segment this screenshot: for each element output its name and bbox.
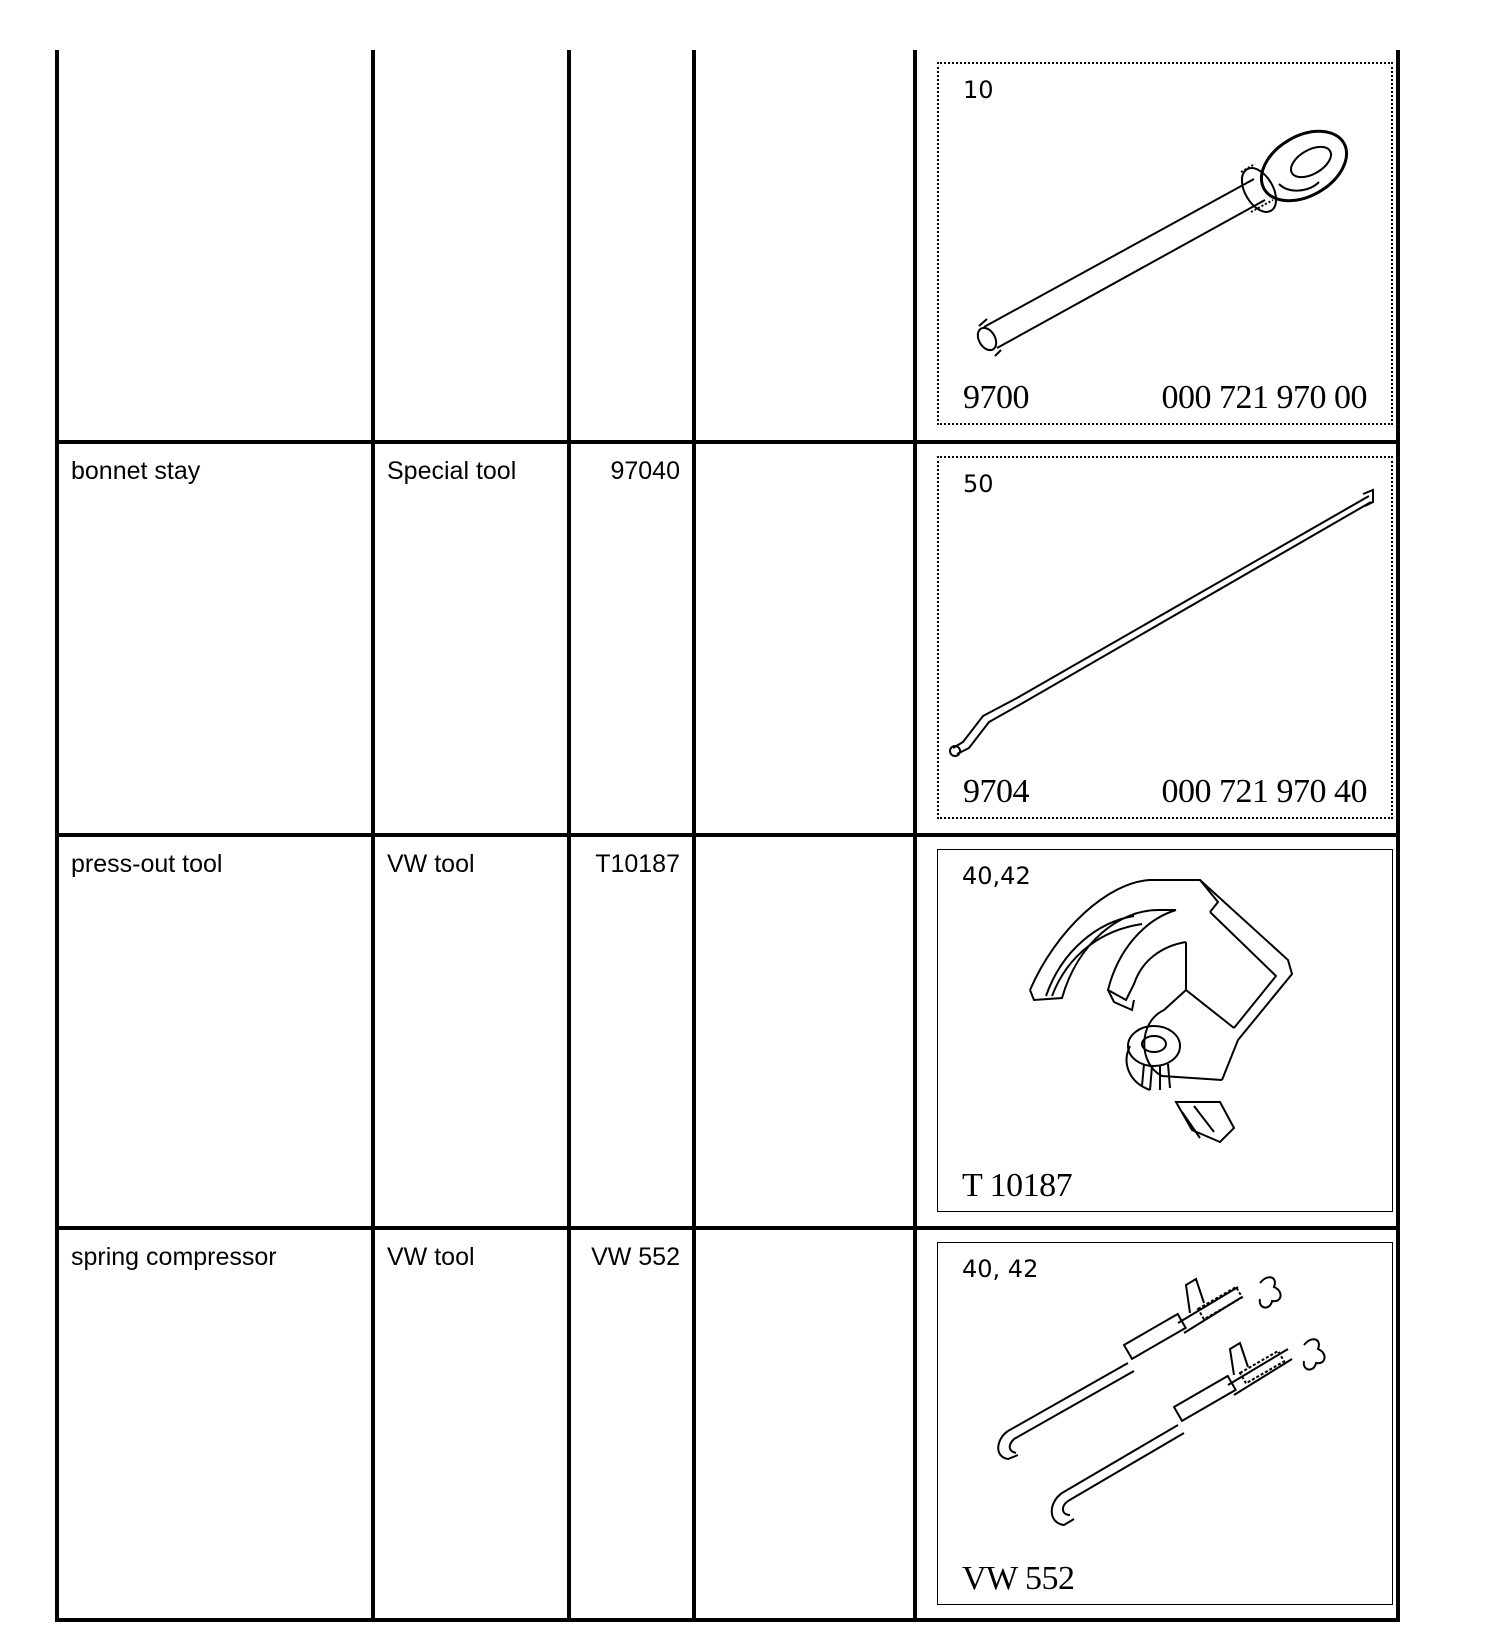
notes-cell — [694, 1228, 915, 1620]
tool-number: VW 552 — [591, 1243, 680, 1271]
tool-order-number: 000 721 970 40 — [1161, 773, 1367, 810]
tool-order-number: 000 721 970 00 — [1161, 379, 1367, 416]
table-row — [57, 1228, 1398, 1620]
tool-illustration — [937, 1242, 1393, 1605]
tool-illustration — [937, 456, 1393, 819]
tool-notes — [696, 50, 913, 62]
page-reference: 50 — [963, 470, 994, 498]
tool-part-number: 9704 — [963, 773, 1029, 810]
notes-cell — [694, 50, 915, 442]
tool-illustration — [937, 849, 1393, 1212]
description-cell — [57, 442, 373, 835]
tool-type: VW tool — [387, 1243, 475, 1271]
number-cell — [569, 1228, 694, 1620]
tool-type — [375, 50, 567, 62]
illustration-cell — [915, 442, 1398, 835]
type-cell — [373, 442, 569, 835]
tool-number — [571, 50, 692, 62]
number-cell — [569, 50, 694, 442]
table-row — [57, 442, 1398, 835]
tool-illustration — [937, 62, 1393, 425]
special-tools-table — [55, 50, 1400, 1622]
tool-number: T10187 — [595, 850, 680, 878]
page-reference: 40,42 — [962, 862, 1031, 890]
illustration-cell — [915, 1228, 1398, 1620]
tool-description: bonnet stay — [71, 457, 201, 485]
tool-part-number: VW 552 — [962, 1560, 1075, 1597]
spring-compressor-icon — [938, 1243, 1394, 1606]
tool-part-number: 9700 — [963, 379, 1029, 416]
table-row — [57, 50, 1398, 442]
tool-description: spring compressor — [71, 1243, 277, 1271]
tool-part-number: T 10187 — [962, 1167, 1073, 1204]
eye-bolt-icon — [939, 64, 1395, 427]
tool-description: press-out tool — [71, 850, 223, 878]
description-cell — [57, 835, 373, 1228]
description-cell — [57, 1228, 373, 1620]
description-cell — [57, 50, 373, 442]
number-cell — [569, 835, 694, 1228]
tool-description — [59, 50, 371, 62]
notes-cell — [694, 835, 915, 1228]
tool-type: VW tool — [387, 850, 475, 878]
illustration-cell — [915, 50, 1398, 442]
number-cell — [569, 442, 694, 835]
type-cell — [373, 835, 569, 1228]
tool-notes — [696, 837, 913, 849]
type-cell — [373, 1228, 569, 1620]
tool-number: 97040 — [610, 457, 680, 485]
tool-type: Special tool — [387, 457, 517, 485]
type-cell — [373, 50, 569, 442]
stay-rod-icon — [939, 458, 1395, 821]
press-out-clamp-icon — [938, 850, 1394, 1213]
tool-notes — [696, 1230, 913, 1242]
table-row — [57, 835, 1398, 1228]
page-reference: 40, 42 — [962, 1255, 1039, 1283]
illustration-cell — [915, 835, 1398, 1228]
tool-notes — [696, 444, 913, 456]
notes-cell — [694, 442, 915, 835]
page-reference: 10 — [963, 76, 994, 104]
